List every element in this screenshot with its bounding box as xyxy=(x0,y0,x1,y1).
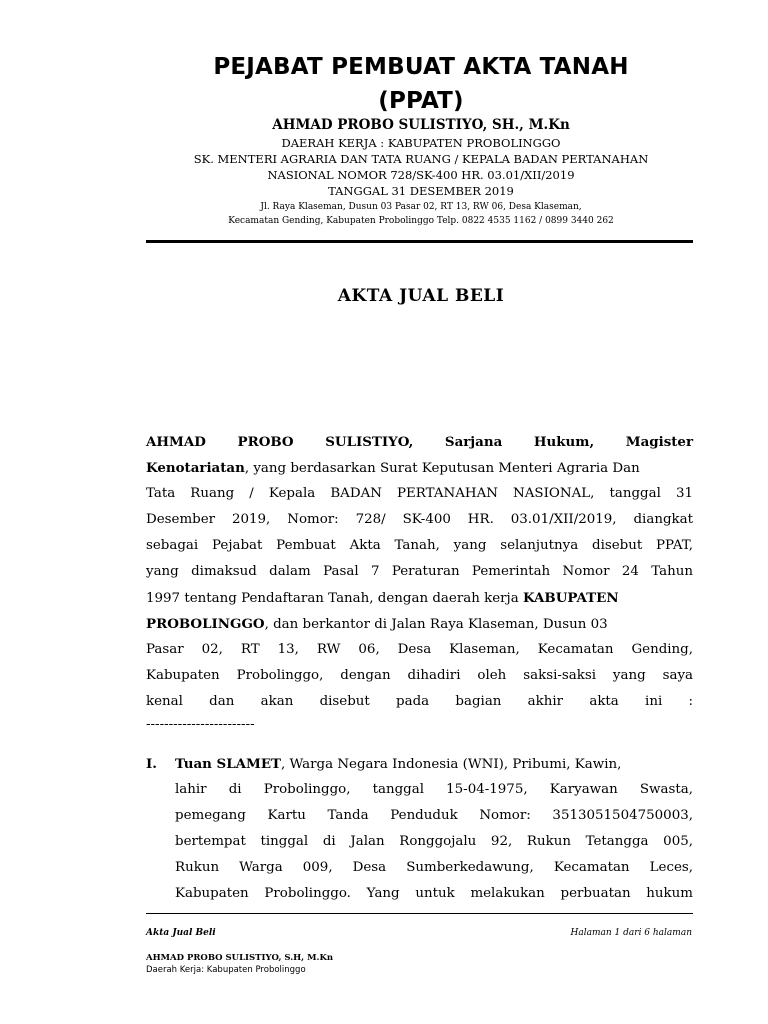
intro-line-4: Desember 2019, Nomor: 728/ SK-400 HR. 03.01/XII/2019, diangkat xyxy=(146,512,693,527)
intro-line-7-text: 1997 tentang Pendaftaran Tanah, dengan daerah kerja xyxy=(146,591,523,606)
sk-line-1: SK. MENTERI AGRARIA DAN TATA RUANG / KEPALA BADAN PERTANAHAN xyxy=(193,152,649,166)
footer-doc-name: Akta Jual Beli xyxy=(146,928,216,938)
intro-line-8-text: , dan berkantor di Jalan Raya Klaseman, Dusun 03 xyxy=(264,617,608,632)
address-line-1: Jl. Raya Klaseman, Dusun 03 Pasar 02, RT 13, RW 06, Desa Klaseman, xyxy=(260,202,582,212)
document-title: AKTA JUAL BELI xyxy=(337,286,505,306)
header-divider xyxy=(146,240,693,243)
item1-line-4: bertempat tinggal di Jalan Ronggojalu 92, Rukun Tetangga 005, xyxy=(175,834,693,849)
item1-line-2: lahir di Probolinggo, tanggal 15-04-1975, Karyawan Swasta, xyxy=(175,782,693,797)
item1-line-1 xyxy=(175,751,693,778)
address-line-2: Kecamatan Gending, Kabupaten Probolinggo Telp. 0822 4535 1162 / 0899 3440 262 xyxy=(228,216,614,226)
intro-line-2 xyxy=(146,455,693,482)
item1-line-3: pemegang Kartu Tanda Penduduk Nomor: 3513051504750003, xyxy=(175,808,693,823)
intro-line-9: Pasar 02, RT 13, RW 06, Desa Klaseman, Kecamatan Gending, xyxy=(146,642,693,657)
item1-line-6: Kabupaten Probolinggo. Yang untuk melakukan perbuatan hukum xyxy=(175,886,693,901)
official-name: AHMAD PROBO SULISTIYO, SH., M.Kn xyxy=(272,117,570,133)
intro-line-5: sebagai Pejabat Pembuat Akta Tanah, yang selanjutnya disebut PPAT, xyxy=(146,538,693,553)
party-name: Tuan SLAMET xyxy=(175,756,282,772)
intro-line-6: yang dimaksud dalam Pasal 7 Peraturan Pemerintah Nomor 24 Tahun xyxy=(146,564,693,579)
intro-title: Kenotariatan xyxy=(146,460,245,476)
footer-work-area: Daerah Kerja: Kabupaten Probolinggo xyxy=(146,965,306,975)
office-title xyxy=(140,50,702,118)
intro-line-2-text: , yang berdasarkan Surat Keputusan Menteri Agraria Dan xyxy=(244,461,640,476)
intro-name: AHMAD PROBO SULISTIYO, Sarjana Hukum, Magister xyxy=(146,434,693,450)
intro-dashes: ------------------------ xyxy=(146,717,255,732)
intro-line-1 xyxy=(146,429,693,456)
intro-area-bold: KABUPATEN xyxy=(522,590,619,606)
decree-date: TANGGAL 31 DESEMBER 2019 xyxy=(328,184,514,198)
intro-line-7 xyxy=(146,585,693,612)
intro-line-11: kenal dan akan disebut pada bagian akhir akta ini : xyxy=(146,694,693,709)
item1-line-1-text: , Warga Negara Indonesia (WNI), Pribumi, Kawin, xyxy=(281,757,622,772)
sk-line-2: NASIONAL NOMOR 728/SK-400 HR. 03.01/XII/2019 xyxy=(267,168,575,182)
intro-line-3: Tata Ruang / Kepala BADAN PERTANAHAN NASIONAL, tanggal 31 xyxy=(146,486,693,501)
intro-line-10: Kabupaten Probolinggo, dengan dihadiri oleh saksi-saksi yang saya xyxy=(146,668,693,683)
footer-official-name: AHMAD PROBO SULISTIYO, S.H, M.Kn xyxy=(146,953,334,963)
item1-line-5: Rukun Warga 009, Desa Sumberkedawung, Kecamatan Leces, xyxy=(175,860,693,875)
footer-page-info: Halaman 1 dari 6 halaman xyxy=(570,928,692,938)
office-title-line2: (PPAT) xyxy=(378,88,464,114)
office-title-line1: PEJABAT PEMBUAT AKTA TANAH xyxy=(213,54,629,80)
footer-divider xyxy=(146,913,693,914)
item-number: I. xyxy=(146,756,157,772)
intro-area-bold-2: PROBOLINGGO xyxy=(146,616,265,632)
intro-line-8 xyxy=(146,611,693,638)
work-area: DAERAH KERJA : KABUPATEN PROBOLINGGO xyxy=(281,136,561,150)
